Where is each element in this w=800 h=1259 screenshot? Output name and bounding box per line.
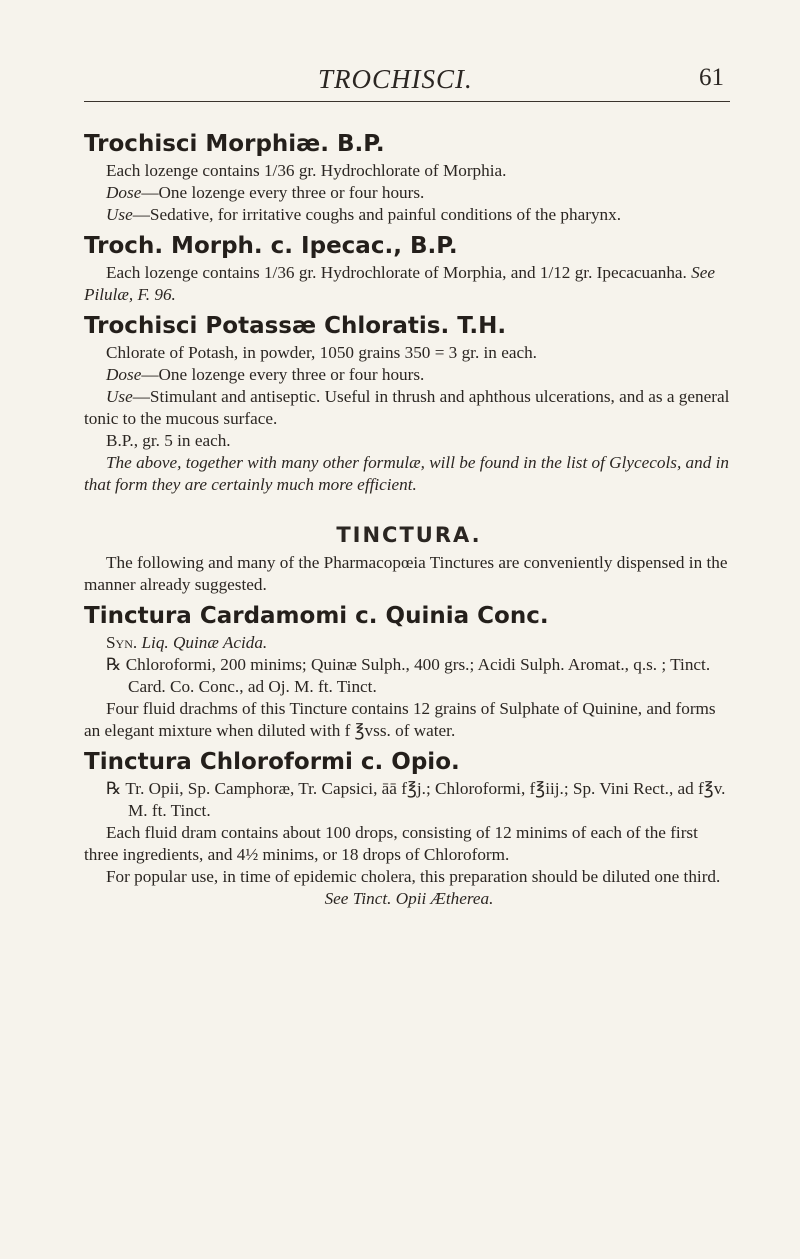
synonym-line [84, 632, 734, 654]
dose-label: Dose [106, 183, 142, 202]
synonym-label: Syn. [106, 633, 138, 652]
entry-text: Each lozenge contains 1/36 gr. Hydrochlorate of Morphia. [106, 161, 507, 180]
running-head [0, 64, 800, 108]
note: Four fluid drachms of this Tincture contains 12 grains of Sulphate of Quinine, and forms an elegant mixture when diluted with f ℥vss. of water. [84, 699, 716, 740]
header-rule [84, 101, 730, 102]
use-line [84, 204, 734, 226]
dose-line [84, 182, 734, 204]
use-text: —Sedative, for irritative coughs and painful conditions of the pharynx. [132, 205, 622, 224]
use-label: Use [106, 387, 133, 406]
composition-text: Each lozenge contains 1/36 gr. Hydrochlorate of Morphia, and 1/12 gr. Ipecacuanha. [106, 263, 687, 282]
synonym-text: Liq. Quinæ Acida. [141, 633, 268, 652]
italic-note: The above, together with many other formulæ, will be found in the list of Glycecols, and in that form they are certainly much more efficient. [84, 453, 729, 494]
dose-label: Dose [106, 365, 142, 384]
dose-text: —One lozenge every three or four hours. [141, 365, 425, 384]
page-body [84, 128, 734, 910]
recipe: ℞ Tr. Opii, Sp. Camphoræ, Tr. Capsici, āā f℥j.; Chloroformi, f℥iij.; Sp. Vini Rect., ad f℥v. M. ft. Tinct. [106, 779, 726, 820]
recipe: ℞ Chloroformi, 200 minims; Quinæ Sulph., 400 grs.; Acidi Sulph. Aromat., q.s. ; Tinct. Card. Co. Conc., ad Oj. M. ft. Tinct. [106, 655, 711, 696]
entry-heading: Trochisci Potassæ Chloratis. T.H. [84, 313, 507, 339]
bp-note: B.P., gr. 5 in each. [106, 431, 231, 450]
note: Each fluid dram contains about 100 drops, consisting of 12 minims of each of the first three ingredients, and 4½ minims, or 18 drops of Chloroform. [84, 823, 698, 864]
entry-text [84, 262, 734, 306]
entry-heading: Trochisci Morphiæ. B.P. [84, 131, 385, 157]
dose-line [84, 364, 734, 386]
entry-heading: Troch. Morph. c. Ipecac., B.P. [84, 233, 458, 259]
dose-text: —One lozenge every three or four hours. [141, 183, 425, 202]
entry-text: Chlorate of Potash, in powder, 1050 grains 350 = 3 gr. in each. [106, 343, 537, 362]
use-text: —Stimulant and antiseptic. Useful in thrush and aphthous ulcerations, and as a general tonic to the mucous surface. [84, 387, 730, 428]
section-intro: The following and many of the Pharmacopœia Tinctures are conveniently dispensed in the manner already suggested. [84, 553, 728, 594]
cross-reference: See Pilulæ, F. 96. [84, 263, 715, 304]
running-head-title: TROCHISCI. [318, 64, 473, 94]
entry-heading: Tinctura Cardamomi c. Quinia Conc. [84, 603, 549, 629]
section-title: TINCTURA. [336, 523, 482, 547]
note: For popular use, in time of epidemic cholera, this preparation should be diluted one third. [106, 867, 721, 886]
page-number: 61 [699, 64, 724, 91]
entry-heading: Tinctura Chloroformi c. Opio. [84, 749, 460, 775]
use-label: Use [106, 205, 133, 224]
use-line [84, 386, 734, 430]
see-also: See Tinct. Opii Ætherea. [324, 889, 494, 908]
